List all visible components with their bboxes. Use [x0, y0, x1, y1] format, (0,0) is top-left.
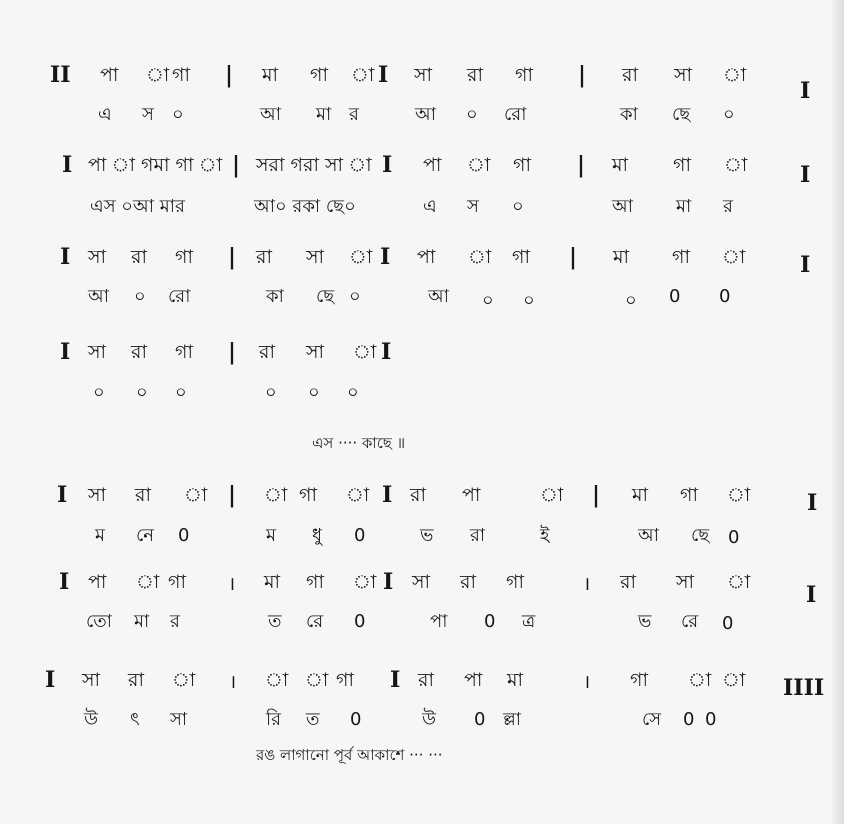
swara: া — [264, 484, 288, 506]
lyric-syllable: 0 — [474, 709, 486, 730]
bar-line: I — [62, 152, 73, 178]
swara: সা — [88, 484, 107, 506]
lyric-syllable: স — [467, 196, 479, 217]
lyric-syllable: ত্র — [522, 611, 536, 632]
swara: পা — [88, 571, 107, 593]
bar-line: I — [390, 667, 401, 693]
lyric-syllable: এ — [98, 104, 112, 125]
lyric-syllable: 0 — [683, 709, 695, 730]
swara: গা — [506, 571, 524, 593]
swara: রা — [620, 571, 636, 593]
lyric-syllable: রি — [266, 709, 282, 730]
swara: া — [467, 154, 491, 176]
bar-line: I — [380, 244, 391, 270]
swara: গা — [175, 246, 193, 268]
swara: গা — [672, 246, 690, 268]
lyric-syllable: 0 — [719, 286, 731, 307]
swara: সা — [676, 571, 695, 593]
swara: া — [468, 246, 492, 268]
swara-group: পা া গমা গা া — [88, 154, 223, 176]
lyric-syllable: সে — [642, 709, 662, 730]
bar-line: | — [225, 62, 234, 88]
lyric-syllable: উ — [84, 709, 99, 730]
lyric-syllable: মা — [316, 104, 332, 125]
swara: া — [353, 571, 377, 593]
swara: রা — [467, 64, 483, 86]
swara: া — [305, 669, 329, 691]
swara: গা — [515, 64, 533, 86]
swara: রা — [622, 64, 638, 86]
lyric-syllable: ল্লা — [503, 709, 522, 730]
lyric-syllable: রা — [470, 525, 486, 546]
swara: া — [724, 154, 748, 176]
lyric-syllable: ০ — [175, 382, 187, 403]
lyric-syllable: ০ — [723, 104, 735, 125]
swara: পা — [464, 669, 483, 691]
bar-line: I — [807, 490, 818, 516]
lyric-syllable: ছে — [672, 104, 691, 125]
swara: রা — [256, 246, 272, 268]
lyric-syllable: রে — [681, 611, 699, 632]
swara: মা — [262, 64, 279, 86]
lyric-syllable: 0 — [705, 709, 717, 730]
swara: মা — [612, 154, 629, 176]
bar-line: I — [800, 78, 811, 104]
lyric-syllable: সা — [170, 709, 188, 730]
bar-line: I — [59, 569, 70, 595]
lyric-syllable: রো — [168, 286, 191, 307]
bar-line: I — [45, 667, 56, 693]
swara: সা — [88, 246, 107, 268]
lyric-syllable: আ — [260, 104, 281, 125]
bar-line: | — [592, 482, 601, 508]
lyric-syllable: এস ০আ মার — [90, 196, 185, 217]
page-edge-shadow — [830, 0, 844, 824]
lyric-syllable: ভ — [638, 611, 652, 632]
swara: মা — [264, 571, 281, 593]
swara: পা — [462, 484, 481, 506]
swara: গা — [513, 154, 531, 176]
lyric-syllable: 0 — [350, 709, 362, 730]
swara: া — [349, 246, 373, 268]
swara: রা — [259, 341, 275, 363]
beat-divider: । — [583, 573, 591, 595]
swara: মা — [632, 484, 649, 506]
swara-group: সরা গরা সা া — [256, 154, 372, 176]
bar-line: I — [800, 252, 811, 278]
swara: রা — [410, 484, 426, 506]
lyric-syllable: 0 — [722, 613, 734, 634]
lyric-syllable: 0 — [669, 286, 681, 307]
lyric-syllable: ০ — [482, 290, 494, 311]
lyric-syllable: রো — [504, 104, 527, 125]
swara: া — [265, 669, 289, 691]
swara: া — [723, 64, 747, 86]
double-bar-line: II — [50, 62, 71, 88]
swara: া — [722, 669, 746, 691]
lyric-syllable: ০ — [93, 382, 105, 403]
bar-line: | — [228, 339, 237, 365]
lyric-syllable: আ — [88, 286, 109, 307]
lyric-syllable: ০ — [265, 382, 277, 403]
interlude-text: এস ···· কাছে ॥ — [312, 434, 406, 452]
lyric-syllable: ছে — [691, 525, 710, 546]
bar-line: | — [569, 244, 578, 270]
lyric-syllable: তো — [86, 611, 113, 632]
bar-line: I — [378, 62, 389, 88]
lyric-syllable: কা — [266, 286, 284, 307]
lyric-syllable: এ — [423, 196, 437, 217]
bar-line: I — [382, 482, 393, 508]
bar-line: I — [383, 569, 394, 595]
lyric-syllable: ০ — [466, 104, 478, 125]
lyric-syllable: ০ — [625, 290, 637, 311]
swara: মা — [507, 669, 524, 691]
end-bar-line: IIII — [783, 675, 825, 701]
lyric-syllable: 0 — [484, 611, 496, 632]
swara: সা — [82, 669, 101, 691]
swara: পা — [417, 246, 436, 268]
bar-line: I — [57, 482, 68, 508]
swara: গা — [336, 669, 354, 691]
lyric-syllable: আ০ রকা ছে০ — [254, 196, 356, 217]
swara: গা — [680, 484, 698, 506]
bar-line: | — [232, 152, 241, 178]
lyric-syllable: ০ — [349, 286, 361, 307]
lyric-syllable: পা — [430, 611, 448, 632]
lyric-syllable: ০ — [347, 382, 359, 403]
swara: গা — [630, 669, 648, 691]
lyric-syllable: মা — [134, 611, 150, 632]
swara: গা — [172, 64, 190, 86]
lyric-syllable: ধু — [312, 525, 323, 546]
swara: মা — [613, 246, 630, 268]
bar-line: I — [60, 339, 71, 365]
lyric-syllable: ০ — [134, 286, 146, 307]
lyric-syllable: র — [723, 196, 733, 217]
lyric-syllable: আ — [612, 196, 633, 217]
lyric-syllable: রে — [306, 611, 324, 632]
lyric-syllable: ভ — [420, 525, 434, 546]
swara: গা — [512, 246, 530, 268]
lyric-syllable: স — [142, 104, 154, 125]
swara: সা — [412, 571, 431, 593]
swara: া — [346, 484, 370, 506]
lyric-syllable: ত — [268, 611, 282, 632]
lyric-syllable: ০ — [136, 382, 148, 403]
beat-divider: । — [229, 671, 237, 693]
swara: া — [353, 341, 377, 363]
lyric-syllable: ০ — [172, 104, 184, 125]
swara: া — [351, 64, 375, 86]
bar-line: | — [577, 152, 586, 178]
swara: া — [727, 571, 751, 593]
swara: া — [727, 484, 751, 506]
lyric-syllable: 0 — [354, 611, 366, 632]
lyric-syllable: মা — [676, 196, 692, 217]
swara: গা — [306, 571, 324, 593]
lyric-syllable: আ — [428, 286, 449, 307]
beat-divider: । — [228, 573, 236, 595]
swara: া — [540, 484, 564, 506]
lyric-syllable: ছে — [316, 286, 335, 307]
lyric-syllable: ০ — [523, 290, 535, 311]
bar-line: I — [60, 244, 71, 270]
swara: পা — [100, 64, 119, 86]
swara: গা — [168, 571, 186, 593]
bar-line: | — [578, 62, 587, 88]
bar-line: I — [800, 162, 811, 188]
bar-line: I — [806, 582, 817, 608]
swara: রা — [131, 341, 147, 363]
swara: রা — [131, 246, 147, 268]
lyric-syllable: আ — [638, 525, 659, 546]
lyric-syllable: নে — [136, 525, 155, 546]
swara: সা — [306, 341, 325, 363]
lyric-syllable: ৎ — [130, 709, 140, 730]
swara: রা — [128, 669, 144, 691]
lyric-syllable: আ — [415, 104, 436, 125]
bar-line: I — [381, 339, 392, 365]
lyric-syllable: ০ — [512, 196, 524, 217]
swara: সা — [414, 64, 433, 86]
bar-line: I — [382, 152, 393, 178]
swara: গা — [299, 484, 317, 506]
lyric-syllable: র — [349, 104, 359, 125]
swara: গা — [673, 154, 691, 176]
bar-line: | — [228, 244, 237, 270]
swara: সা — [674, 64, 693, 86]
beat-divider: । — [583, 671, 591, 693]
lyric-syllable: উ — [422, 709, 437, 730]
swara: া — [136, 571, 160, 593]
swara: সা — [306, 246, 325, 268]
swara: গা — [175, 341, 193, 363]
lyric-syllable: কা — [620, 104, 638, 125]
lyric-syllable: 0 — [354, 525, 366, 546]
swara: পা — [423, 154, 442, 176]
swara: সা — [88, 341, 107, 363]
lyric-syllable: ম — [266, 525, 276, 546]
swara: া — [146, 64, 170, 86]
lyric-syllable: 0 — [728, 527, 740, 548]
footer-lyric-line: রঙ লাগানো পূর্ব আকাশে ··· ··· — [256, 746, 443, 764]
lyric-syllable: র — [170, 611, 180, 632]
swara: া — [184, 484, 208, 506]
lyric-syllable: ম — [95, 525, 105, 546]
swara: গা — [310, 64, 328, 86]
swara: া — [688, 669, 712, 691]
lyric-syllable: 0 — [178, 525, 190, 546]
swara: রা — [135, 484, 151, 506]
lyric-syllable: ০ — [308, 382, 320, 403]
lyric-syllable: ই — [540, 525, 550, 546]
bar-line: | — [228, 482, 237, 508]
swara: া — [172, 669, 196, 691]
swara: রা — [418, 669, 434, 691]
lyric-syllable: ত — [306, 709, 320, 730]
swara: রা — [460, 571, 476, 593]
swara: া — [722, 246, 746, 268]
